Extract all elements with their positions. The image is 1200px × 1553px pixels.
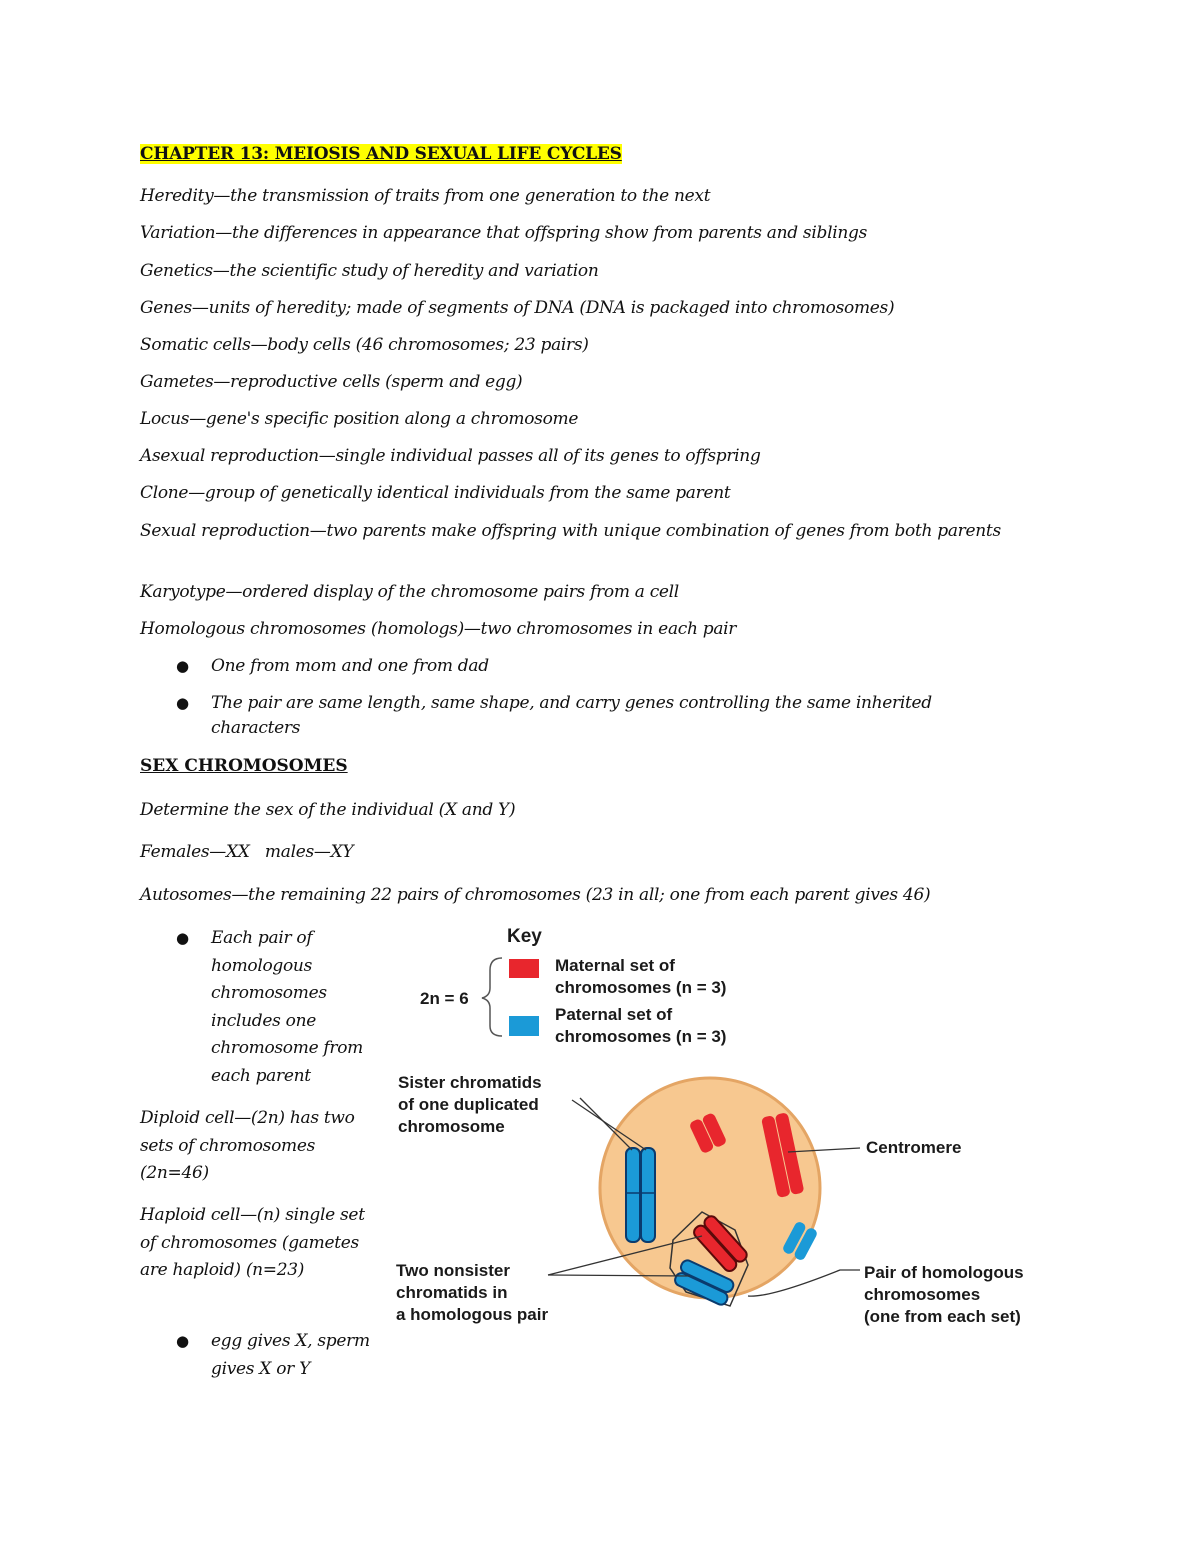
- definition-haploid: Haploid cell—(n) single set of chromosomes (gametes are haploid) (n=23): [140, 1205, 365, 1280]
- definition-variation: Variation—the differences in appearance that offspring show from parents and siblings: [140, 223, 868, 243]
- bullet-icon: ●: [176, 1332, 190, 1350]
- pair-label-3: (one from each set): [864, 1307, 1021, 1326]
- sister-label-1: Sister chromatids: [398, 1073, 542, 1092]
- pair-label-1: Pair of homologous: [864, 1263, 1024, 1282]
- definition-homologous: Homologous chromosomes (homologs)—two chromosomes in each pair: [140, 619, 737, 639]
- pair-label-2: chromosomes: [864, 1285, 981, 1304]
- definition-karyotype: Karyotype—ordered display of the chromosome pairs from a cell: [140, 582, 679, 602]
- paternal-label-2: chromosomes (n = 3): [555, 1027, 727, 1046]
- chapter-heading: CHAPTER 13: MEIOSIS AND SEXUAL LIFE CYCLES: [140, 144, 622, 164]
- sex-line-determine: Determine the sex of the individual (X and Y): [140, 800, 516, 820]
- bullet-icon: ●: [176, 694, 190, 712]
- homolog-bullet-2: The pair are same length, same shape, and carry genes controlling the same inherited characters: [211, 693, 932, 738]
- left-bullet-homologous-pair: Each pair of homologous chromosomes includes one chromosome from each parent: [211, 928, 364, 1086]
- definition-asexual-reproduction: Asexual reproduction—single individual passes all of its genes to offspring: [140, 446, 761, 466]
- bullet-icon: ●: [176, 929, 190, 947]
- left-bullet-egg-sperm: egg gives X, sperm gives X or Y: [211, 1331, 370, 1379]
- definition-heredity: Heredity—the transmission of traits from one generation to the next: [140, 186, 711, 206]
- nonsister-label-2: chromatids in: [396, 1283, 508, 1302]
- ploidy-label: 2n = 6: [420, 989, 469, 1008]
- chromosome-figure: [390, 918, 1070, 1338]
- definition-locus: Locus—gene's specific position along a chromosome: [140, 409, 579, 429]
- centromere-label: Centromere: [866, 1138, 962, 1157]
- blue-duplicated-chromosome: [626, 1148, 655, 1242]
- key-brace: [482, 958, 502, 1036]
- definition-clone: Clone—group of genetically identical individuals from the same parent: [140, 483, 731, 503]
- sister-label-3: chromosome: [398, 1117, 505, 1136]
- definition-somatic-cells: Somatic cells—body cells (46 chromosomes; 23 pairs): [140, 335, 589, 355]
- sex-chromosomes-heading: SEX CHROMOSOMES: [140, 756, 348, 776]
- maternal-label-2: chromosomes (n = 3): [555, 978, 727, 997]
- paternal-swatch: [509, 1016, 539, 1036]
- maternal-swatch: [509, 959, 539, 978]
- nonsister-label-3: a homologous pair: [396, 1305, 549, 1324]
- definition-genes: Genes—units of heredity; made of segments of DNA (DNA is packaged into chromosomes): [140, 298, 895, 318]
- sex-line-autosomes: Autosomes—the remaining 22 pairs of chromosomes (23 in all; one from each parent gives 46): [140, 885, 931, 905]
- definition-genetics: Genetics—the scientific study of heredity and variation: [140, 261, 599, 281]
- bullet-icon: ●: [176, 657, 190, 675]
- maternal-label-1: Maternal set of: [555, 956, 675, 975]
- nonsister-label-1: Two nonsister: [396, 1261, 510, 1280]
- homolog-bullet-1: One from mom and one from dad: [211, 656, 489, 676]
- definition-gametes: Gametes—reproductive cells (sperm and egg): [140, 372, 523, 392]
- key-title: Key: [507, 926, 542, 947]
- paternal-label-1: Paternal set of: [555, 1005, 673, 1024]
- definition-sexual-reproduction: Sexual reproduction—two parents make offspring with unique combination of genes from both parents: [140, 521, 1001, 541]
- sex-line-females-males: Females—XX males—XY: [140, 842, 354, 862]
- sister-label-2: of one duplicated: [398, 1095, 539, 1114]
- definition-diploid: Diploid cell—(2n) has two sets of chromosomes (2n=46): [140, 1108, 355, 1183]
